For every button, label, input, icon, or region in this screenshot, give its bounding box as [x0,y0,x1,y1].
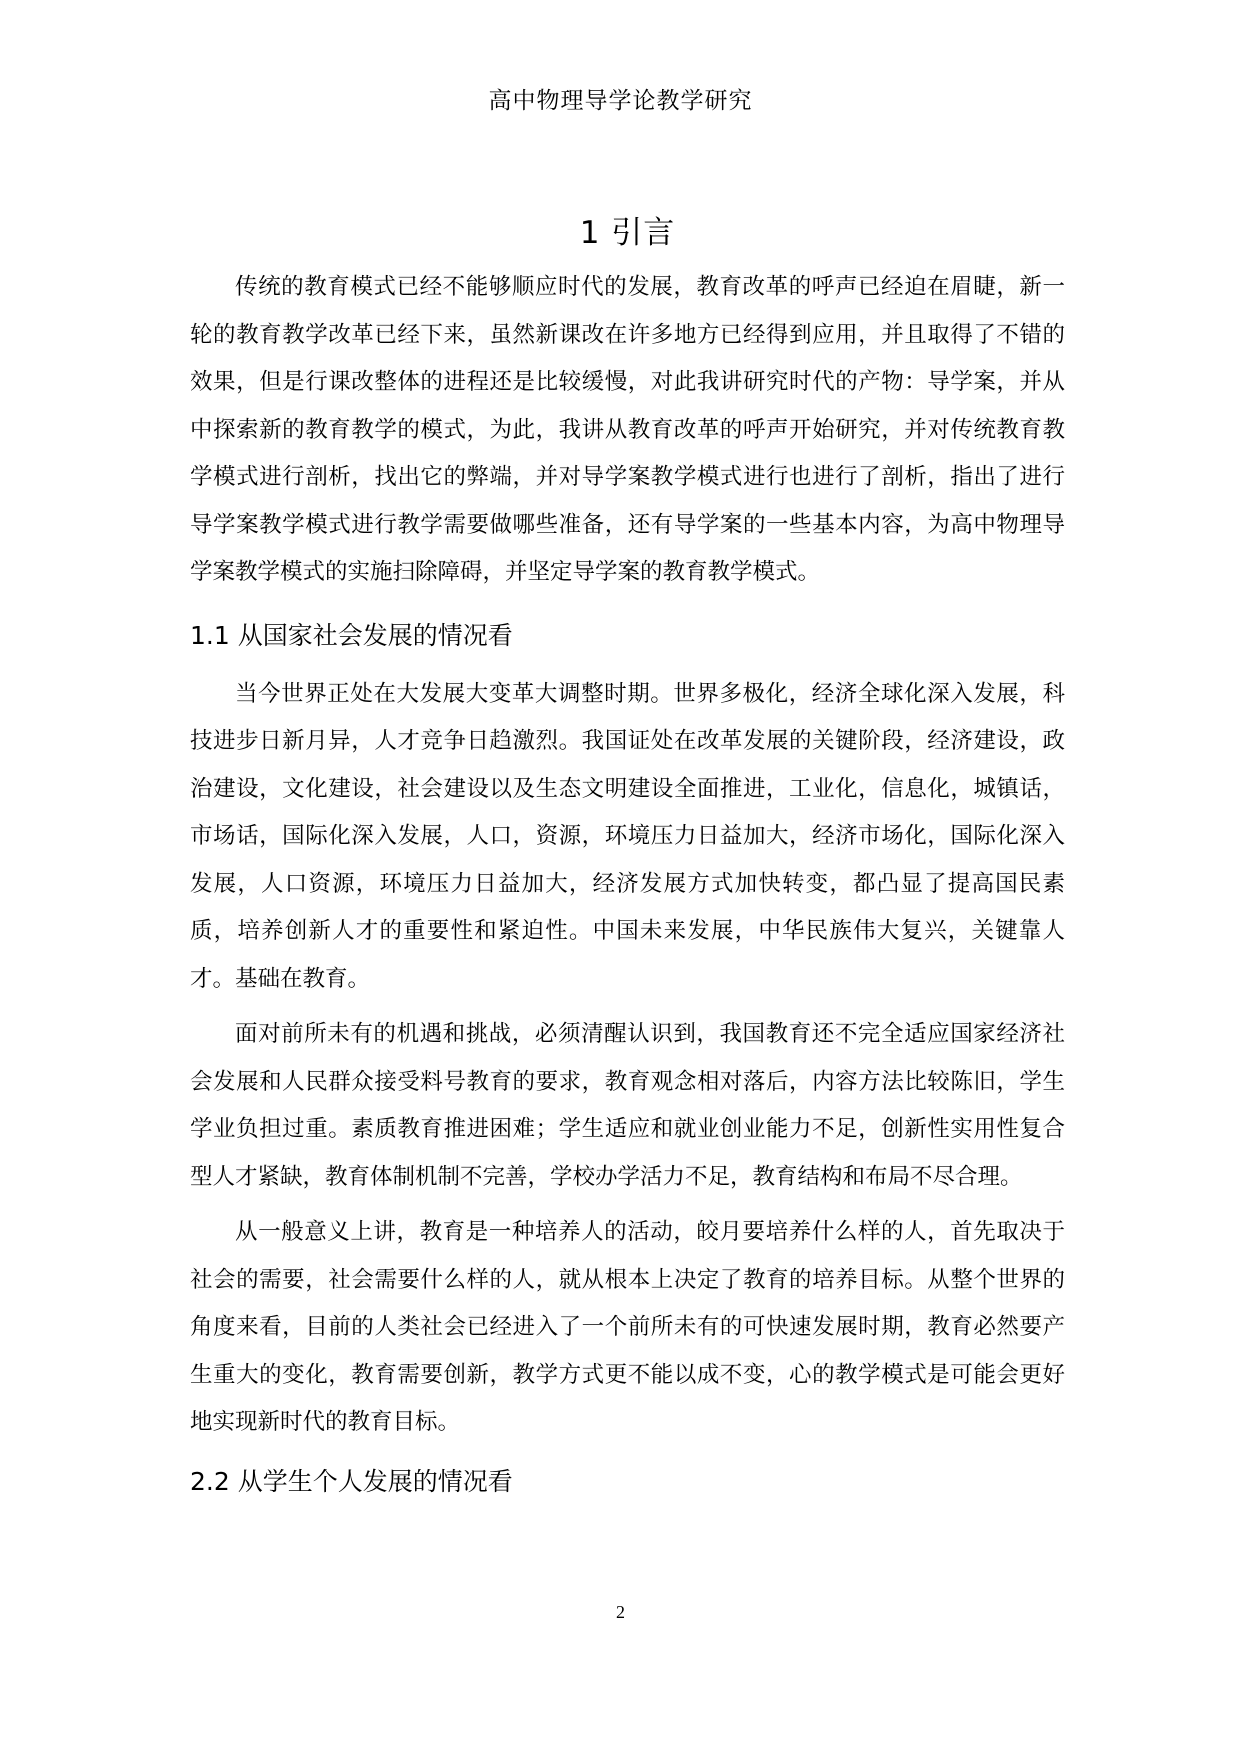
running-header: 高中物理导学论教学研究 [488,88,753,114]
section-heading-1-1: 1.1 从国家社会发展的情况看 [190,620,513,650]
section-heading-2-2: 2.2 从学生个人发展的情况看 [190,1466,513,1496]
body-paragraph: 面对前所未有的机遇和挑战，必须清醒认识到，我国教育还不完全适应国家经济社会发展和人民群众接受料号教育的要求，教育观念相对落后，内容方法比较陈旧，学生学业负担过重。素质教育推进困难；学生适应和就业创业能力不足，创新性实用性复合型人才紧缺，教育体制机制不完善，学校办学活力不足，教育结构和布局不尽合理。 [190,1021,1065,1190]
body-paragraph: 从一般意义上讲，教育是一种培养人的活动，皎月要培养什么样的人，首先取决于社会的需要，社会需要什么样的人，就从根本上决定了教育的培养目标。从整个世界的角度来看，目前的人类社会已经进入了一个前所未有的可快速发展时期，教育必然要产生重大的变化，教育需要创新，教学方式更不能以成不变，心的教学模式是可能会更好地实现新时代的教育目标。 [190,1219,1065,1435]
page-number: 2 [616,1602,625,1622]
chapter-title: 1 引言 [579,215,676,251]
document-body [190,208,1065,1517]
body-paragraph: 当今世界正处在大发展大变革大调整时期。世界多极化，经济全球化深入发展，科技进步日新月异，人才竞争日趋激烈。我国证处在改革发展的关键阶段，经济建设，政治建设，文化建设，社会建设以及生态文明建设全面推进，工业化，信息化，城镇话，市场话，国际化深入发展，人口，资源，环境压力日益加大，经济市场化，国际化深入发展，人口资源，环境压力日益加大，经济发展方式加快转变，都凸显了提高国民素质，培养创新人才的重要性和紧迫性。中国未来发展，中华民族伟大复兴，关键靠人才。基础在教育。 [190,680,1065,992]
intro-paragraph: 传统的教育模式已经不能够顺应时代的发展，教育改革的呼声已经迫在眉睫，新一轮的教育教学改革已经下来，虽然新课改在许多地方已经得到应用，并且取得了不错的效果，但是行课改整体的进程还是比较缓慢，对此我讲研究时代的产物：导学案，并从中探索新的教育教学的模式，为此，我讲从教育改革的呼声开始研究，并对传统教育教学模式进行剖析，找出它的弊端，并对导学案教学模式进行也进行了剖析，指出了进行导学案教学模式进行教学需要做哪些准备，还有导学案的一些基本内容，为高中物理导学案教学模式的实施扫除障碍，并坚定导学案的教育教学模式。 [190,274,1065,585]
